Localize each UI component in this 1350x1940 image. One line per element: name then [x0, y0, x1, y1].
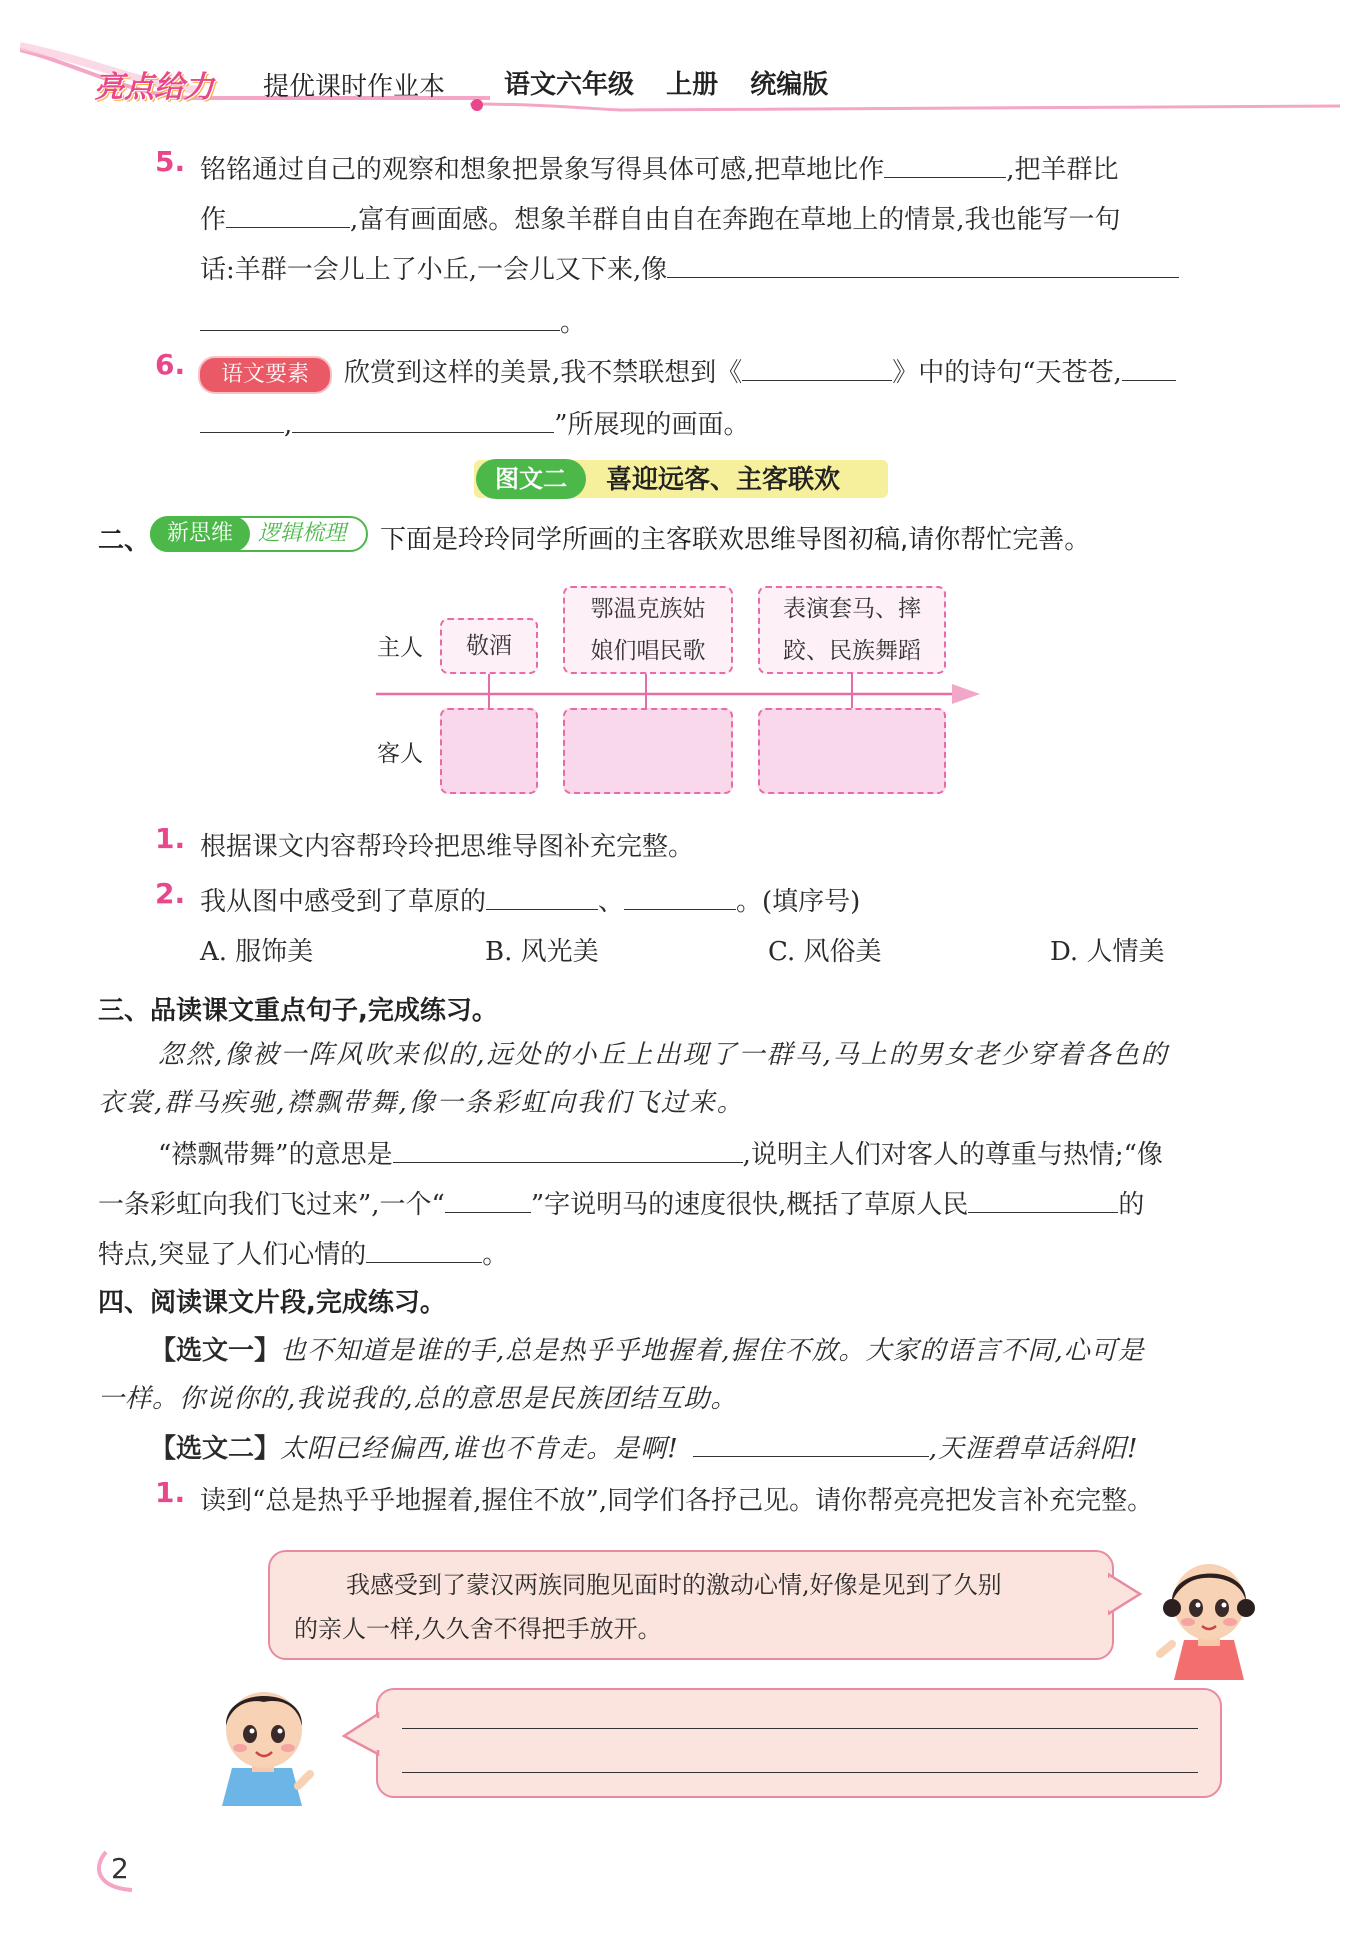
p2q2-text: 我从图中感受到了草原的: [200, 887, 487, 917]
q5-text: 作: [200, 205, 227, 235]
answer-blank[interactable]: [667, 247, 1179, 278]
option-b[interactable]: B. 风光美: [485, 937, 599, 967]
q5-line2: [200, 195, 1121, 245]
selection-label: 【选文一】: [150, 1336, 281, 1366]
page-number: 2: [111, 1852, 129, 1885]
part-number: 二、: [98, 526, 151, 556]
question-number: 6.: [155, 348, 186, 381]
host-item: 鄂温克族姑 娘们唱民歌: [563, 586, 733, 674]
passage-line: 衣裳,群马疾驰,襟飘带舞,像一条彩虹向我们飞过来。: [98, 1088, 745, 1118]
option-d[interactable]: D. 人情美: [1050, 937, 1165, 967]
part3-text: “襟飘带舞”的意思是: [158, 1140, 393, 1170]
bubble-tail: [1108, 1572, 1144, 1618]
grade: 语文六年级: [504, 70, 635, 100]
q6-line2: [200, 400, 750, 450]
p2q2-text: 。(填序号): [736, 887, 861, 917]
q6-line1: [344, 348, 1176, 398]
option-c[interactable]: C. 风俗美: [768, 937, 882, 967]
part3-text: ”字说明马的速度很快,概括了草原人民: [530, 1190, 969, 1220]
answer-blank[interactable]: [742, 350, 892, 381]
p2q2-line: [200, 877, 860, 927]
guest-blank-box[interactable]: [440, 708, 538, 794]
q6-text: ,: [284, 410, 293, 440]
selection-text: ,天涯碧草话斜阳!: [928, 1434, 1139, 1464]
guest-label: 客人: [377, 741, 423, 767]
selection-1-line2: 一样。你说你的,我说我的,总的意思是民族团结互助。: [98, 1384, 738, 1414]
header-book-info: [504, 64, 828, 101]
part3-q-line1: [158, 1130, 1163, 1180]
brand-logo: 亮点给力: [94, 70, 214, 105]
q5-text: 。: [560, 308, 587, 338]
boy-character-icon: [206, 1676, 322, 1806]
q5-line3: [200, 245, 1179, 295]
guest-blank-box[interactable]: [758, 708, 946, 794]
question-number: 5.: [155, 145, 186, 178]
host-item: 表演套马、摔 跤、民族舞蹈: [758, 586, 946, 674]
answer-blank[interactable]: [624, 879, 736, 910]
q5-text: ,富有画面感。想象羊群自由自在奔跑在草地上的情景,我也能写一句: [350, 205, 1121, 235]
q5-text: ,把羊群比: [1006, 155, 1119, 185]
answer-blank[interactable]: [445, 1182, 531, 1213]
speech-bubble-girl: [268, 1550, 1114, 1660]
selection-text: 太阳已经偏西,谁也不肯走。是啊!: [280, 1434, 679, 1464]
bubble-line: 我感受到了蒙汉两族同胞见面时的激动心情,好像是见到了久别: [346, 1571, 1002, 1599]
answer-blank[interactable]: [1122, 350, 1176, 381]
new-thinking-tag: [150, 516, 368, 552]
yuwen-yaosu-tag: 语文要素: [198, 356, 332, 394]
answer-blank[interactable]: [226, 197, 350, 228]
answer-blank[interactable]: [693, 1426, 929, 1457]
answer-blank[interactable]: [884, 147, 1006, 178]
q6-text: ”所展现的画面。: [554, 410, 750, 440]
girl-character-icon: [1154, 1550, 1264, 1680]
part3-text: 特点,突显了人们心情的: [98, 1240, 367, 1270]
host-item: 敬酒: [440, 618, 538, 674]
timeline-arrow: [376, 680, 986, 710]
q6-text: 》中的诗句“天苍苍,: [892, 358, 1122, 388]
part2-instruction: 下面是玲玲同学所画的主客联欢思维导图初稿,请你帮忙完善。: [380, 525, 1091, 555]
answer-blank[interactable]: [200, 300, 560, 331]
answer-blank[interactable]: [366, 1232, 482, 1263]
part3-heading: 三、品读课文重点句子,完成练习。: [98, 996, 498, 1026]
answer-blank[interactable]: [968, 1182, 1118, 1213]
banner-title: 喜迎远客、主客联欢: [606, 465, 841, 495]
selection-label: 【选文二】: [150, 1434, 281, 1464]
q5-text: 话:羊群一会儿上了小丘,一会儿又下来,像: [200, 255, 668, 285]
answer-blank[interactable]: [200, 402, 284, 433]
question-number: 1.: [155, 822, 186, 855]
passage-line: 忽然,像被一阵风吹来似的,远处的小丘上出现了一群马,马上的男女老少穿着各色的: [158, 1040, 1169, 1070]
speech-bubble-boy-answer: [376, 1688, 1222, 1798]
bubble-tail: [342, 1712, 380, 1758]
part3-text: 一条彩虹向我们飞过来”,一个“: [98, 1190, 445, 1220]
p2q1-text: 根据课文内容帮玲玲把思维导图补充完整。: [200, 832, 695, 862]
tag-logic: 逻辑梳理: [258, 521, 347, 546]
answer-blank[interactable]: [486, 879, 598, 910]
part3-text: ,说明主人们对客人的尊重与热情;“像: [742, 1140, 1163, 1170]
part3-q-line3: [98, 1230, 508, 1280]
part4-q1-text: 读到“总是热乎乎地握着,握住不放”,同学们各抒己见。请你帮亮亮把发言补充完整。: [200, 1486, 1154, 1516]
q6-text: 欣赏到这样的美景,我不禁联想到《: [344, 358, 743, 388]
part4-heading: 四、阅读课文片段,完成练习。: [98, 1288, 446, 1318]
answer-blank[interactable]: [292, 402, 554, 433]
question-number: 2.: [155, 877, 186, 910]
series-name: 提优课时作业本: [263, 72, 446, 102]
edition: 统编版: [750, 70, 829, 100]
part3-text: 。: [482, 1240, 509, 1270]
part3-q-line2: [98, 1180, 1144, 1230]
question-number: 1.: [155, 1476, 186, 1509]
q5-line1: [200, 145, 1119, 195]
term: 上册: [666, 70, 719, 100]
option-a[interactable]: A. 服饰美: [200, 937, 314, 967]
tag-new-thinking: 新思维: [150, 516, 250, 552]
answer-line[interactable]: [402, 1772, 1198, 1773]
answer-blank[interactable]: [393, 1132, 743, 1163]
part3-text: 的: [1118, 1190, 1145, 1220]
host-label: 主人: [377, 635, 423, 661]
selection-2-line: [150, 1424, 1138, 1474]
q5-text: 铭铭通过自己的观察和想象把景象写得具体可感,把草地比作: [200, 155, 885, 185]
q5-line4: [200, 298, 586, 348]
answer-line[interactable]: [402, 1728, 1198, 1729]
bubble-line: 的亲人一样,久久舍不得把手放开。: [294, 1615, 662, 1643]
selection-1-line1: [150, 1326, 1145, 1376]
p2q2-text: 、: [598, 887, 625, 917]
guest-blank-box[interactable]: [563, 708, 733, 794]
banner-tag: 图文二: [476, 459, 586, 499]
selection-text: 也不知道是谁的手,总是热乎乎地握着,握住不放。大家的语言不同,心可是: [280, 1336, 1145, 1366]
